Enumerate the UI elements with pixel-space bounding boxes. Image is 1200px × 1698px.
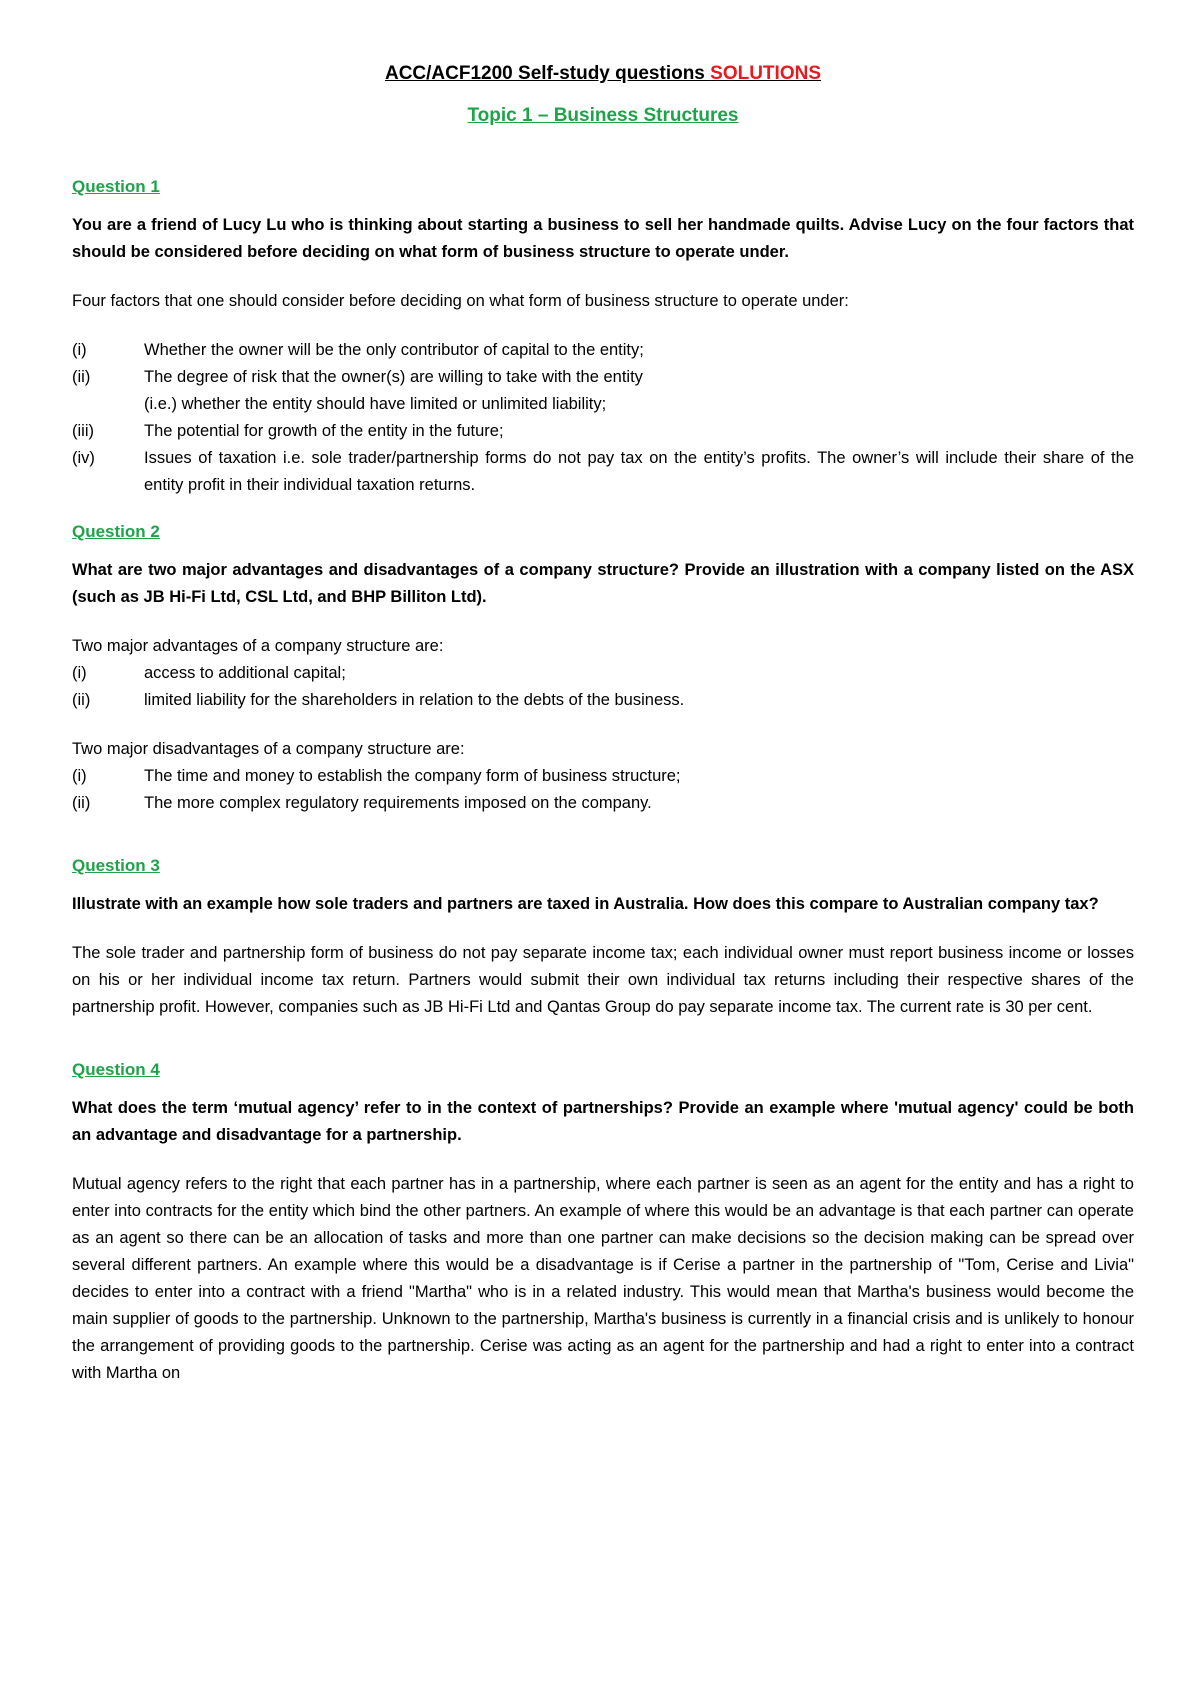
question-2-prompt: What are two major advantages and disadvantages of a company structure? Provide an illustration with a company listed on the ASX (such as JB Hi-Fi Ltd, CSL Ltd, and BHP Billiton Ltd). — [72, 561, 1134, 606]
question-1-factor-list — [72, 337, 1134, 499]
list-item-text-continuation: (i.e.) whether the entity should have limited or unlimited liability; — [144, 395, 607, 413]
document-title — [72, 62, 1134, 86]
list-item-number: (ii) — [72, 691, 91, 709]
document-title-main: ACC/ACF1200 Self-study questions — [384, 63, 711, 84]
list-item-text: Issues of taxation i.e. sole trader/partnership forms do not pay tax on the entity’s profits. The owner’s will include their share of the entity profit in their individual taxation returns. — [144, 449, 1134, 494]
question-2-disadvantages-list — [72, 763, 1134, 817]
list-item — [72, 763, 1134, 790]
question-1-section — [72, 176, 1134, 499]
list-item-text: The more complex regulatory requirements imposed on the company. — [144, 794, 652, 812]
list-item-text: The potential for growth of the entity in the future; — [144, 422, 504, 440]
list-item-number: (iii) — [72, 422, 94, 440]
question-2-disadvantages-intro: Two major disadvantages of a company structure are: — [72, 740, 465, 758]
question-4-prompt: What does the term ‘mutual agency’ refer to in the context of partnerships? Provide an example where 'mutual agency' could be both an advantage and disadvantage for a partnership. — [72, 1099, 1134, 1144]
question-1-heading: Question 1 — [72, 177, 160, 196]
question-4-section — [72, 1059, 1134, 1387]
question-2-advantages-list — [72, 660, 1134, 714]
list-item-text-block — [144, 364, 1134, 418]
list-item-number: (i) — [72, 767, 87, 785]
list-item-number: (i) — [72, 341, 87, 359]
list-item — [72, 445, 1134, 499]
question-2-section — [72, 521, 1134, 817]
question-1-prompt: You are a friend of Lucy Lu who is thinking about starting a business to sell her handmade quilts. Advise Lucy on the four factors that should be considered before deciding on what form of business structure to operate under. — [72, 216, 1134, 261]
topic-title: Topic 1 – Business Structures — [467, 105, 739, 126]
list-item — [72, 418, 1134, 445]
question-3-heading: Question 3 — [72, 856, 160, 875]
list-item-text: limited liability for the shareholders in relation to the debts of the business. — [144, 691, 685, 709]
question-3-answer: The sole trader and partnership form of business do not pay separate income tax; each individual owner must report business income or losses on his or her individual income tax return. Partners would submit their own individual tax returns including their respective shares of the partnership profit. However, companies such as JB Hi-Fi Ltd and Qantas Group do pay separate income tax. The current rate is 30 per cent. — [72, 944, 1134, 1016]
list-item-text: access to additional capital; — [144, 664, 346, 682]
list-item — [72, 790, 1134, 817]
list-item-number: (ii) — [72, 794, 91, 812]
document-title-solutions: SOLUTIONS — [710, 63, 821, 84]
list-item — [72, 337, 1134, 364]
list-item-text: The degree of risk that the owner(s) are willing to take with the entity — [144, 368, 643, 386]
question-3-section — [72, 855, 1134, 1021]
question-4-heading: Question 4 — [72, 1060, 160, 1079]
question-2-advantages-intro: Two major advantages of a company structure are: — [72, 637, 444, 655]
list-item-text: Whether the owner will be the only contributor of capital to the entity; — [144, 341, 644, 359]
list-item-number: (ii) — [72, 368, 91, 386]
list-item — [72, 660, 1134, 687]
question-2-heading: Question 2 — [72, 522, 160, 541]
document-page — [72, 62, 1134, 1387]
list-item-text: The time and money to establish the company form of business structure; — [144, 767, 681, 785]
list-item-number: (i) — [72, 664, 87, 682]
list-item — [72, 687, 1134, 714]
question-1-intro: Four factors that one should consider before deciding on what form of business structure to operate under: — [72, 292, 849, 310]
question-3-prompt: Illustrate with an example how sole traders and partners are taxed in Australia. How does this compare to Australian company tax? — [72, 895, 1099, 913]
list-item — [72, 364, 1134, 418]
question-4-answer: Mutual agency refers to the right that each partner has in a partnership, where each partner is seen as an agent for the entity and has a right to enter into contracts for the entity which bind the other partners. An example of where this would be an advantage is that each partner can operate as an agent so there can be an allocation of tasks and more than one partner can make decisions so the decision making can be spread over several different partners. An example where this would be a disadvantage is if Cerise a partner in the partnership of "Tom, Cerise and Livia" decides to enter into a contract with a friend "Martha" who is in a related industry. This would mean that Martha's business would become the main supplier of goods to the partnership. Unknown to the partnership, Martha's business is currently in a financial crisis and is unlikely to honour the arrangement of providing goods to the partnership. Cerise was acting as an agent for the partnership and had a right to enter into a contract with Martha on — [72, 1175, 1134, 1382]
list-item-number: (iv) — [72, 449, 95, 467]
